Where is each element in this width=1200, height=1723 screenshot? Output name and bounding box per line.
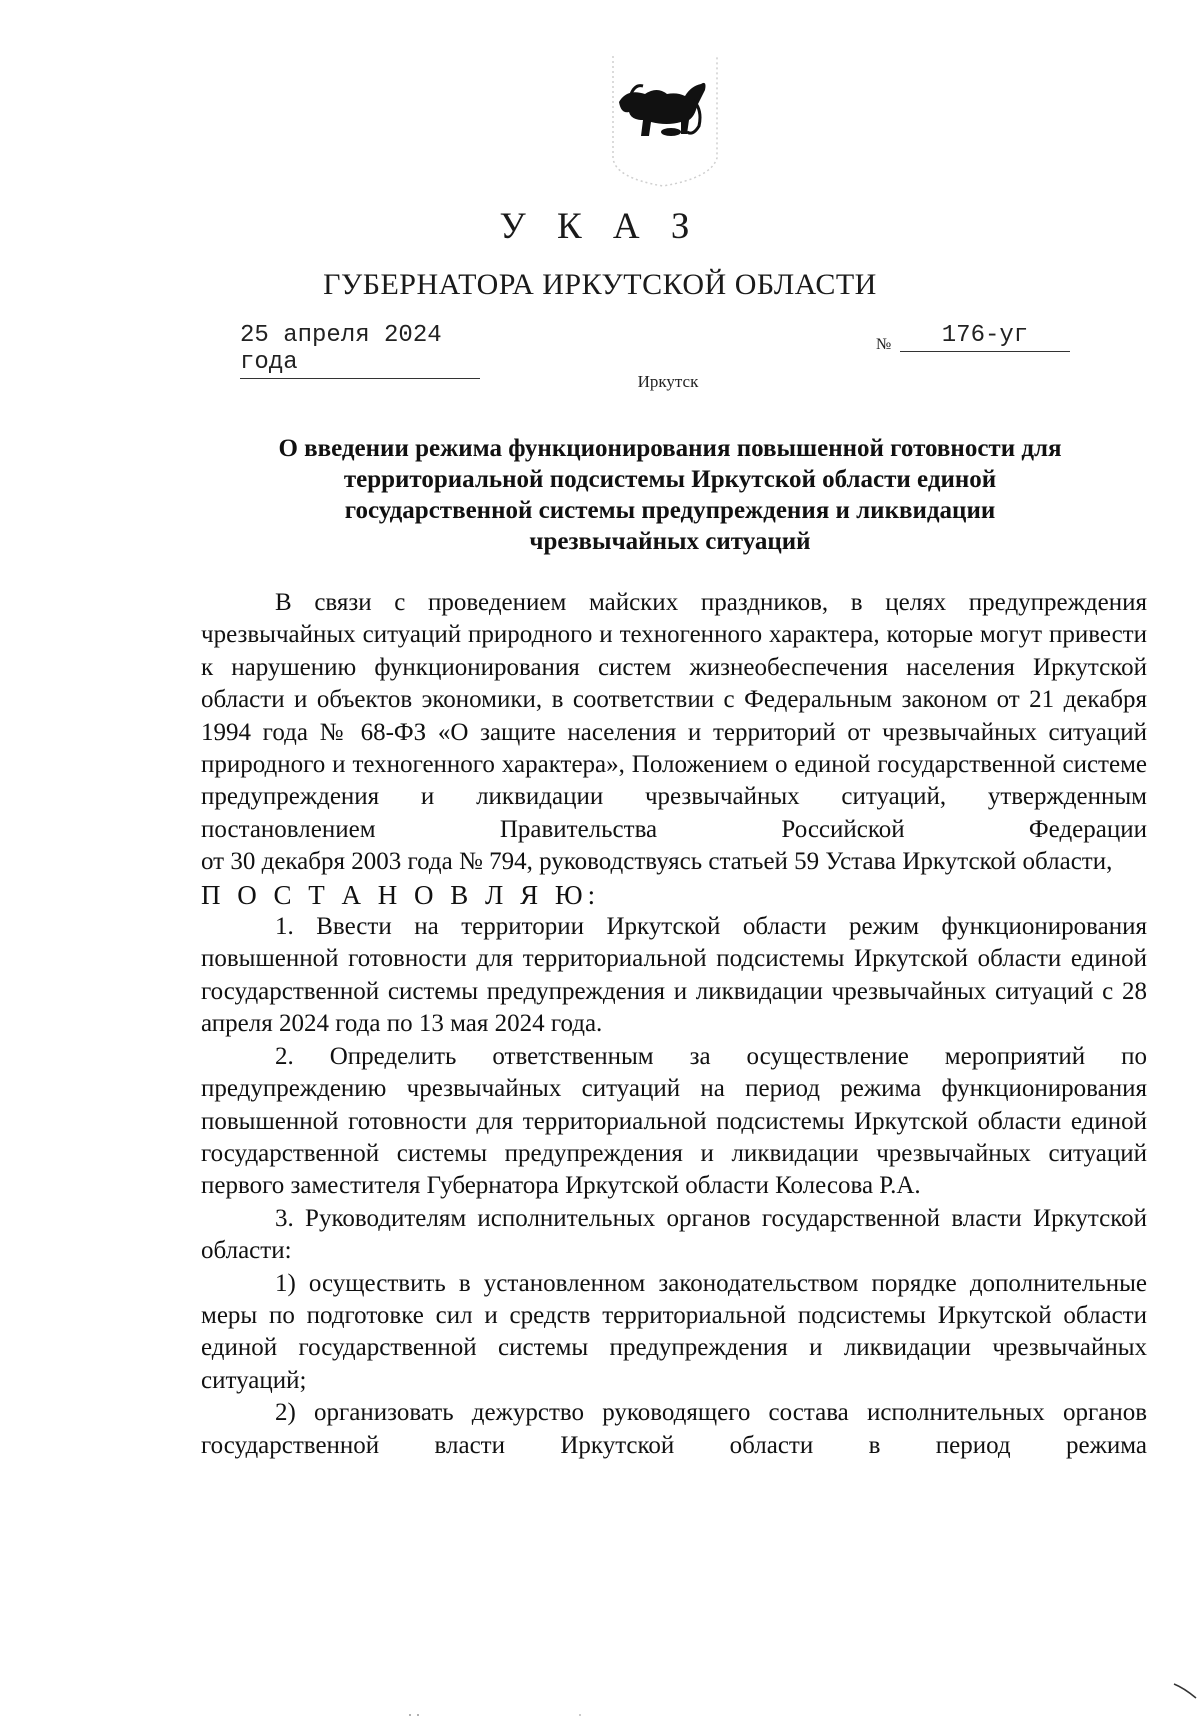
item-3-paragraph: 3. Руководителям исполнительных органов государственной власти Иркутской области: (201, 1204, 1147, 1265)
coat-of-arms-icon (605, 50, 725, 190)
document-type-heading: У К А З (499, 206, 701, 247)
item-3-1-paragraph: 1) осуществить в установленном законодательством порядке дополнительные меры по подготовке сил и средств территориальной подсистемы Иркутской области единой государственной системы предупреждения и ликвидации чрезвычайных ситуаций; (201, 1269, 1147, 1394)
document-body (201, 587, 1147, 1462)
title-line: О введении режима функционирования повышенной готовности для (278, 435, 1062, 462)
issuer-heading: ГУБЕРНАТОРА ИРКУТСКОЙ ОБЛАСТИ (323, 268, 877, 301)
decree-word: П О С Т А Н О В Л Я Ю: (201, 879, 601, 910)
document-date: 25 апреля 2024 года (240, 322, 480, 379)
item-2-paragraph: 2. Определить ответственным за осуществление мероприятий по предупреждению чрезвычайных ситуаций на период режима функционирования повышенной готовности для территориальной подсистемы Иркутской области единой государственной системы предупреждения и ликвидации чрезвычайных ситуаций первого заместителя Губернатора Иркутской области Колесова Р.А. (201, 1042, 1147, 1200)
document-title (200, 433, 1140, 557)
item-3-2-paragraph: 2) организовать дежурство руководящего состава исполнительных органов государственной власти Иркутской области в период режима (201, 1399, 1147, 1459)
title-line: государственной системы предупреждения и ликвидации (344, 497, 996, 524)
document-number: 176-уг (900, 322, 1070, 352)
title-line: территориальной подсистемы Иркутской области единой (343, 466, 997, 493)
preamble-ending: от 30 декабря 2003 года № 794, руководствуясь статьей 59 Устава Иркутской области, (201, 848, 1113, 876)
title-line: чрезвычайных ситуаций (529, 528, 811, 555)
item-1-paragraph: 1. Ввести на территории Иркутской области режим функционирования повышенной готовности для территориальной подсистемы Иркутской области единой государственной системы предупреждения и ликвидации чрезвычайных ситуаций с 28 апреля 2024 года по 13 мая 2024 года. (201, 913, 1147, 1038)
pen-mark-icon (1172, 1678, 1198, 1704)
issue-city: Иркутск (637, 372, 699, 391)
number-sign: № (876, 336, 892, 353)
preamble-paragraph: В связи с проведением майских праздников, в целях предупреждения чрезвычайных ситуаций природного и техногенного характера, которые могут привести к нарушению функционирования систем жизнеобеспечения населения Иркутской области и объектов экономики, в соответствии с Федеральным законом от 21 декабря 1994 года № 68-ФЗ «О защите населения и территорий от чрезвычайных ситуаций природного и техногенного характера», Положением о единой государственной системе предупреждения и ликвидации чрезвычайных ситуаций, утвержденным постановлением Правительства Российской Федерации (201, 589, 1147, 843)
scan-artifact-icon (400, 1712, 600, 1718)
